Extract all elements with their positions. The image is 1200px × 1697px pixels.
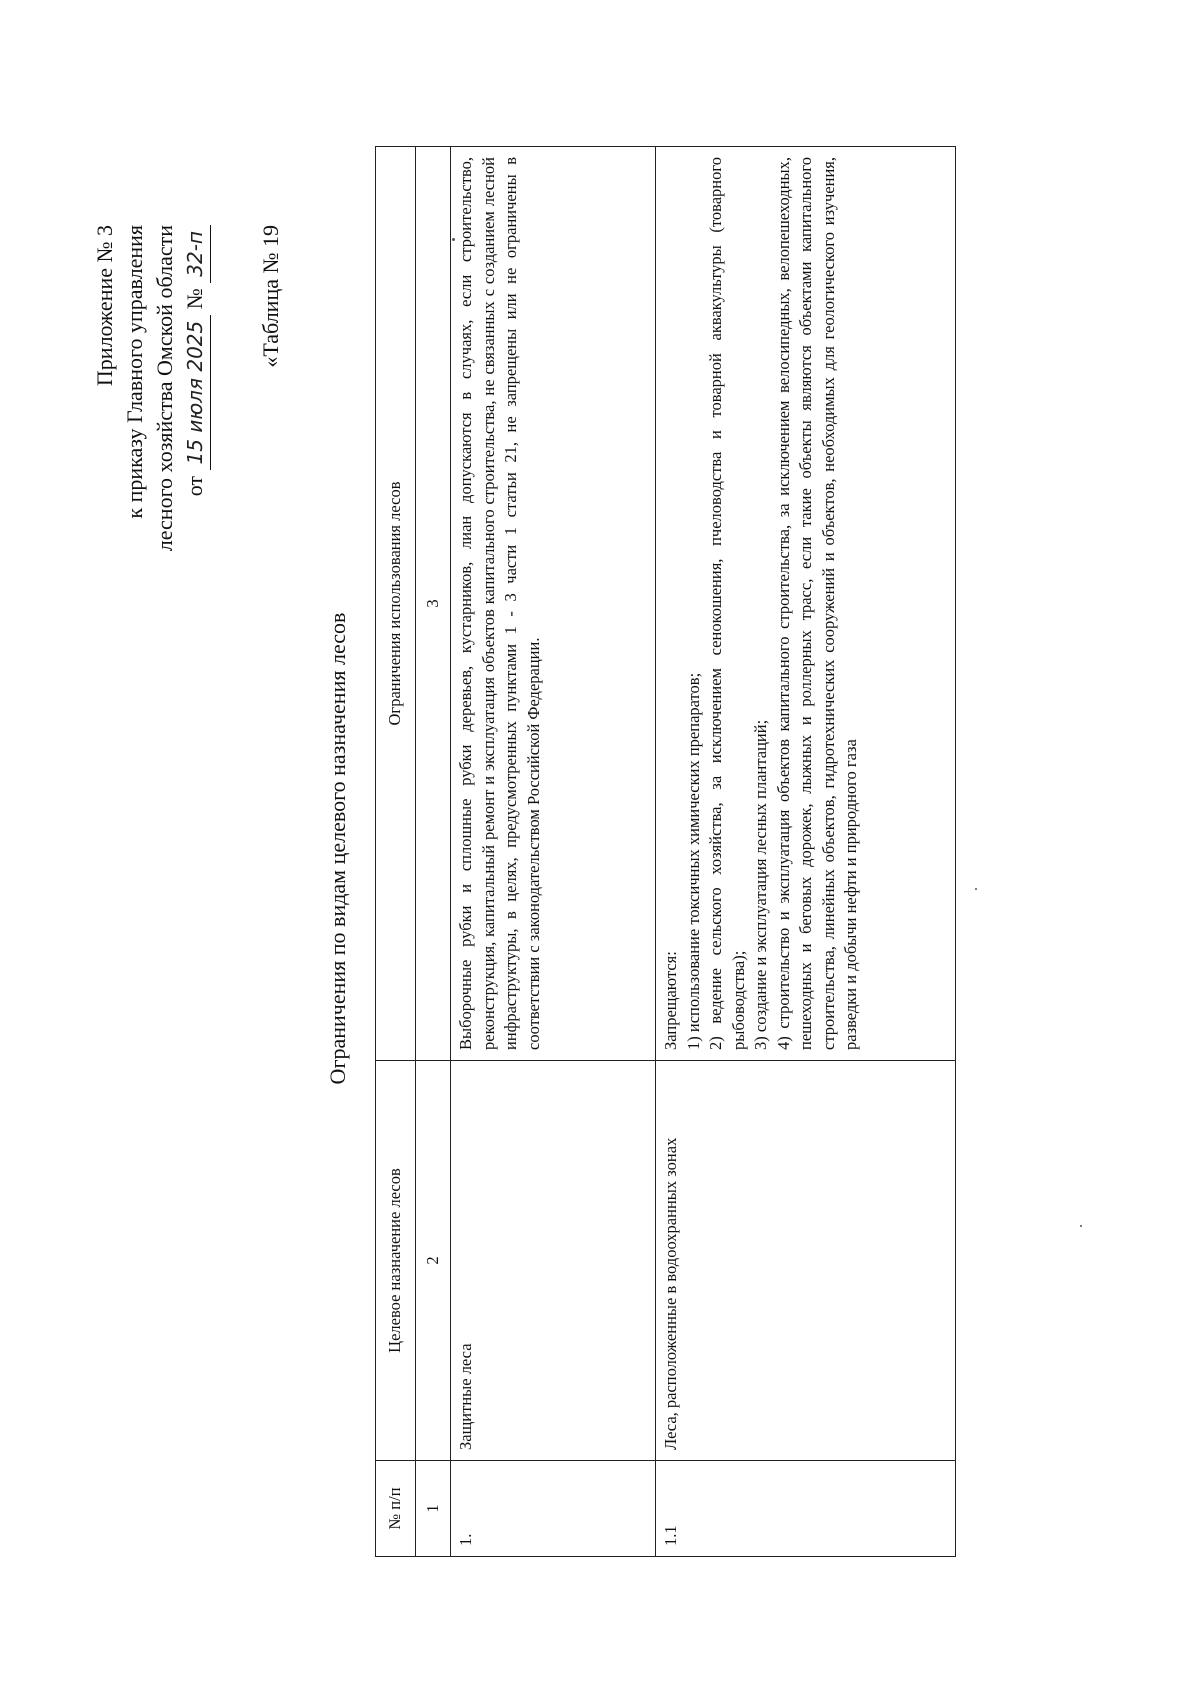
table-row	[451, 147, 656, 1557]
appendix-authority: лесного хозяйства Омской области	[152, 225, 177, 552]
header-number: № п/п	[376, 1461, 416, 1557]
row-restriction	[656, 147, 956, 1061]
column-number: 3	[415, 147, 451, 1061]
restriction-item: 4) строительство и эксплуатация объектов капитального строительства, за исключением велосипедных, велопешеходных, пешеходных и беговых дорожек, лыжных и роллерных трасс, если такие объекты являются объектами капитального строительства, линейных объектов, гидротехнических сооружений и объектов, необходимых для геологического изучения, разведки и добычи нефти и природного газа	[773, 157, 860, 1050]
restrictions-table	[375, 146, 956, 1557]
document-title: Ограничения по видам целевого назначения лесов	[325, 612, 350, 1085]
restriction-item: 3) создание и эксплуатация лесных плантаций;	[751, 719, 770, 1050]
handwritten-date: 15 июля 2025	[180, 315, 211, 471]
column-number-row	[415, 147, 451, 1557]
restriction-intro: Запрещаются:	[661, 951, 680, 1050]
row-number: 1.1	[656, 1461, 956, 1557]
handwritten-number: 32-п	[180, 225, 211, 283]
header-restrictions: Ограничения использования лесов	[376, 147, 416, 1061]
row-restriction: Выборочные рубки и сплошные рубки деревьев, кустарников, лиан допускаются в случаях, если строительство, реконструкция, капитальный ремонт и эксплуатация объектов капитального строительства, не связанных с созданием лесной инфраструктуры, в целях, предусмотренных пунктами 1 - 3 части 1 статьи 21, не запрещены или не ограничены в соответствии с законодательством Российской Федерации.	[451, 147, 656, 1061]
column-number: 2	[415, 1061, 451, 1461]
restriction-item: 1) использование токсичных химических препаратов;	[683, 672, 703, 1050]
appendix-number: Приложение № 3	[92, 225, 117, 387]
date-prefix: от	[182, 475, 207, 497]
appendix-header	[90, 225, 211, 551]
row-purpose: Защитные леса	[451, 1061, 656, 1461]
column-number: 1	[415, 1461, 451, 1557]
appendix-order-ref: к приказу Главного управления	[122, 225, 147, 519]
table-header-row	[376, 147, 416, 1557]
restriction-item: 2) ведение сельского хозяйства, за исключением сенокошения, пчеловодства и товарной аквакультуры (товарного рыбоводства);	[706, 157, 748, 1050]
table-label: «Таблица № 19	[258, 225, 283, 368]
row-purpose: Леса, расположенные в водоохранных зонах	[656, 1061, 956, 1461]
table-row	[656, 147, 956, 1557]
header-purpose: Целевое назначение лесов	[376, 1061, 416, 1461]
row-number: 1.	[451, 1461, 656, 1557]
appendix-date-line	[180, 225, 211, 551]
number-prefix: №	[182, 288, 207, 310]
